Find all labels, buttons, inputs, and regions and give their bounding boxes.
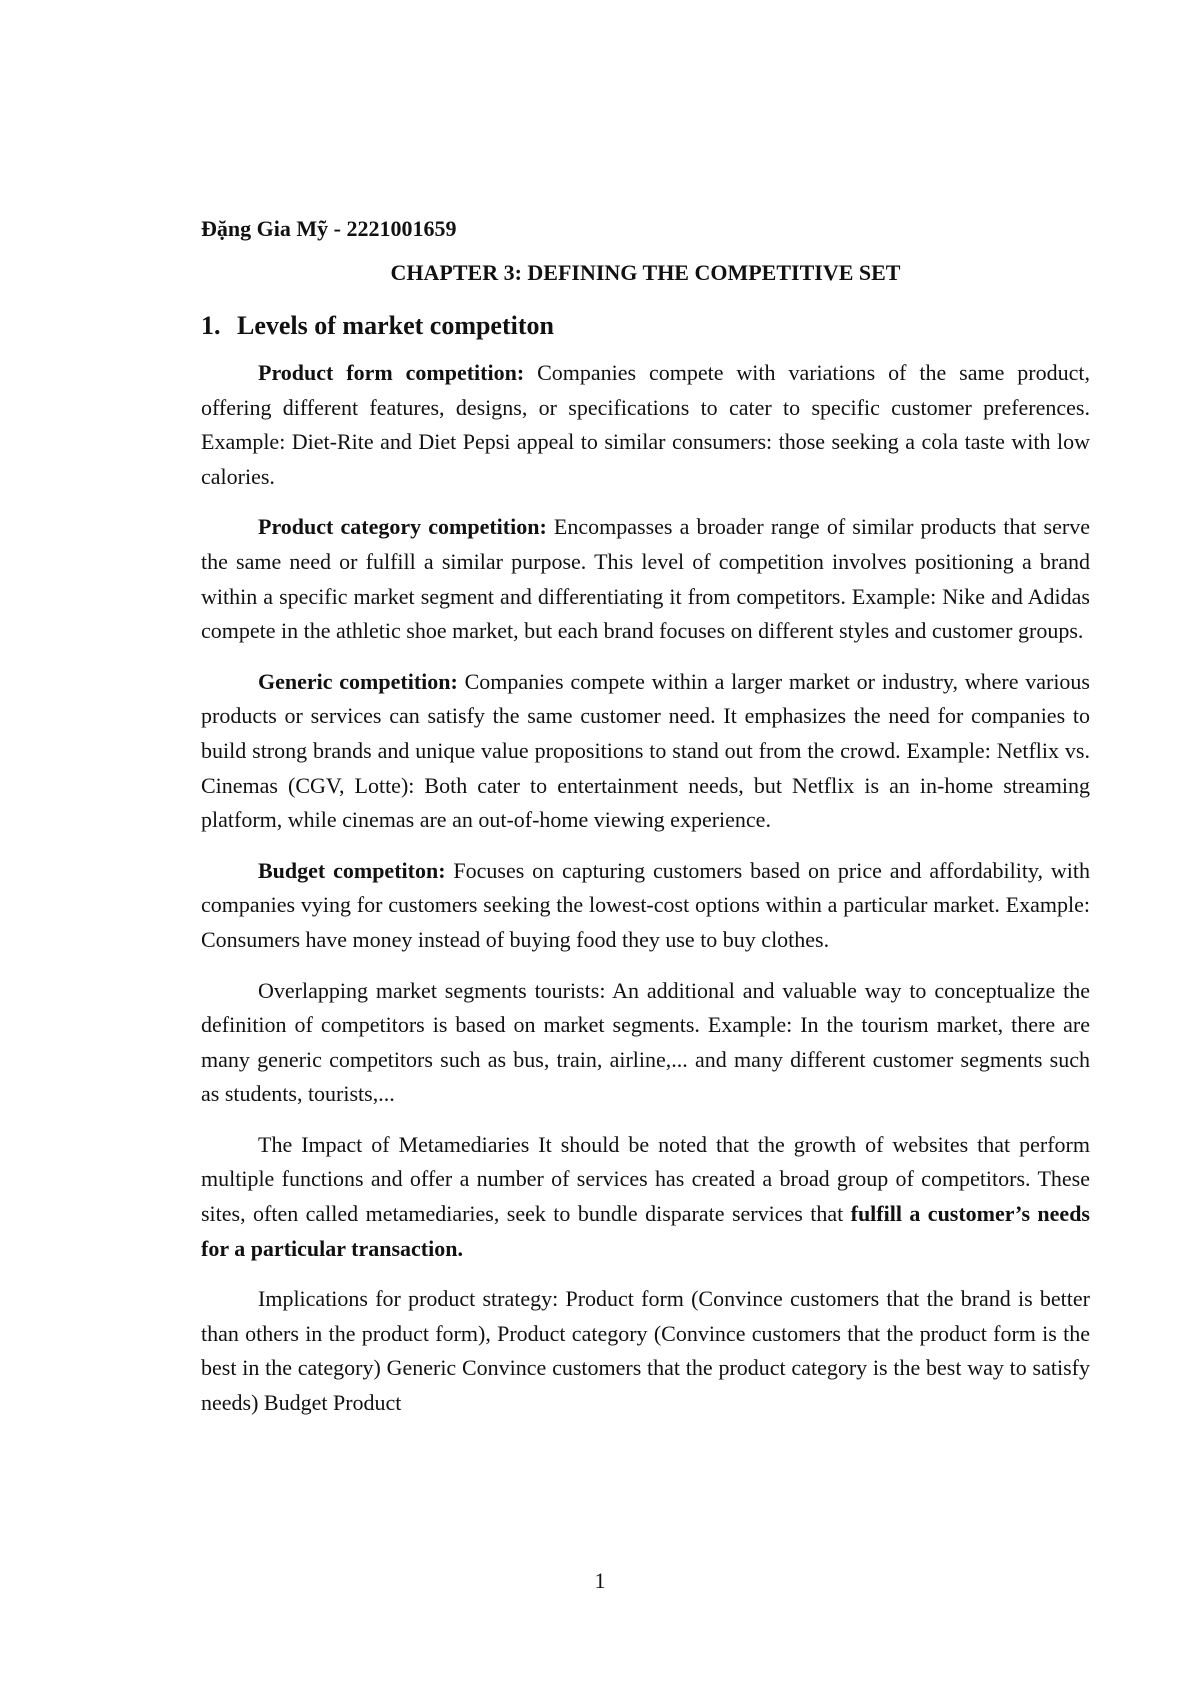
paragraph-emphasis: fulfill a customer’s needs for a particular transaction. — [201, 1201, 1090, 1261]
paragraph-text: Encompasses a broader range of similar products that serve the same need or fulfill a similar purpose. This level of competition involves positioning a brand within a specific market segment and differentiating it from competitors. Example: Nike and Adidas compete in the athletic shoe market, but each brand focuses on different styles and customer groups. — [201, 514, 1090, 644]
term-budget: Budget competiton: — [258, 857, 446, 883]
paragraph-budget — [201, 854, 1090, 958]
term-product-form: Product form competition: — [258, 360, 525, 385]
paragraph-overlapping-segments — [201, 974, 1090, 1112]
term-product-category: Product category competition: — [258, 514, 547, 540]
paragraph-product-category — [201, 510, 1090, 648]
page-content — [201, 214, 1090, 1421]
paragraph-metamediaries — [201, 1128, 1090, 1266]
section-number: 1. — [201, 311, 221, 340]
page-number: 1 — [594, 1568, 606, 1593]
paragraph-generic — [201, 665, 1090, 838]
author-line: Đặng Gia Mỹ - 2221001659 — [201, 216, 457, 241]
paragraph-implications — [201, 1282, 1090, 1420]
paragraph-text: The Impact of Metamediaries It should be noted that the growth of websites that perform multiple functions and offer a number of services has created a broad group of competitors. These sites, often called metamediaries, seek to bundle disparate services that — [201, 1131, 1090, 1227]
paragraph-product-form — [201, 356, 1090, 494]
paragraph-text: Focuses on capturing customers based on price and affordability, with companies vying for customers seeking the lowest-cost options within a particular market. Example: Consumers have money instead of buying food they use to buy clothes. — [201, 857, 1090, 952]
paragraph-text: Companies compete within a larger market or industry, where various products or services can satisfy the same customer need. It emphasizes the need for companies to build strong brands and unique value propositions to stand out from the crowd. Example: Netflix vs. Cinemas (CGV, Lotte): Both cater to entertainment needs, but Netflix is an in-home streaming platform, while cinemas are an out-of-home viewing experience. — [201, 668, 1090, 833]
section-heading — [201, 310, 1090, 342]
paragraph-text: Implications for product strategy: Product form (Convince customers that the brand is better than others in the product form), Product category (Convince customers that the product form is the best in the category) Generic Convince customers that the product category is the best way to satisfy needs) Budget Product — [201, 1286, 1090, 1416]
chapter-title: CHAPTER 3: DEFINING THE COMPETITIVE SET — [390, 260, 901, 285]
section-title: Levels of market competiton — [237, 311, 554, 340]
term-generic: Generic competition: — [258, 668, 458, 694]
paragraph-text: Companies compete with variations of the same product, offering different features, designs, or specifications to cater to specific customer preferences. Example: Diet-Rite and Diet Pepsi appeal to similar consumers: those seeking a cola taste with low calories. — [201, 360, 1090, 489]
paragraph-text: Overlapping market segments tourists: An additional and valuable way to conceptualize the definition of competitors is based on market segments. Example: In the tourism market, there are many generic competitors such as bus, train, airline,... and many different customer segments such as students, tourists,... — [201, 977, 1090, 1107]
